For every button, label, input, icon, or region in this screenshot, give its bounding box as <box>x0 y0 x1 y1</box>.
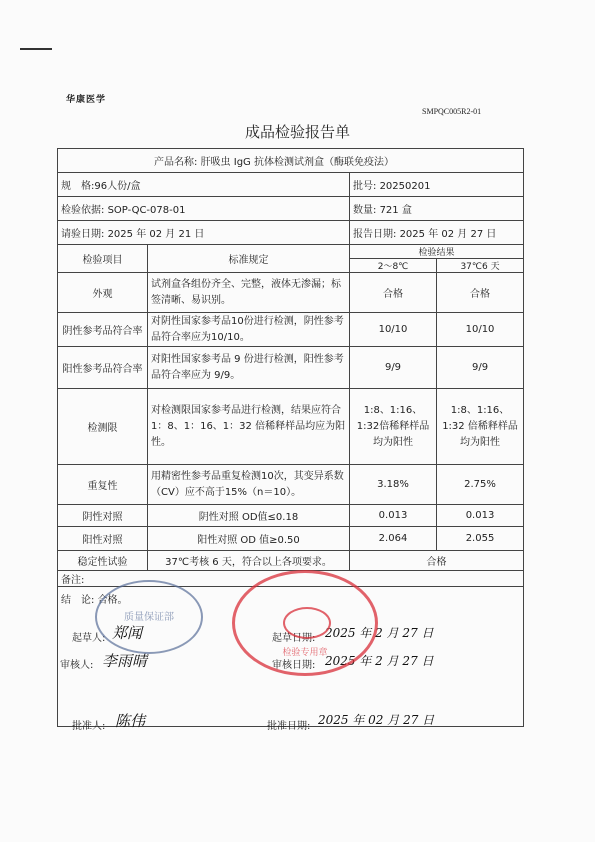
row-result-cond1: 10/10 <box>350 313 437 347</box>
basis-value: SOP-QC-078-01 <box>107 205 186 216</box>
col-header-cond2: 37℃6 天 <box>437 259 524 273</box>
row-item: 检测限 <box>58 389 148 465</box>
table-row <box>58 313 524 347</box>
reviewer-signature: 李雨晴 <box>102 652 148 670</box>
row-standard: 阴性对照 OD值≤0.18 <box>148 505 350 527</box>
company-logo: 华康医学 <box>66 95 107 105</box>
report-date-label: 报告日期: <box>353 229 397 240</box>
row-item: 稳定性试验 <box>58 551 148 571</box>
col-header-standard: 标准规定 <box>148 245 350 273</box>
row-standard: 对阴性国家参考品10份进行检测，阴性参考品符合率应为10/10。 <box>148 313 350 347</box>
row-standard: 对检测限国家参考品进行检测，结果应符合 1：8、1：16、1：32 倍稀释样品均应为阳性。 <box>148 389 350 465</box>
row-item: 外观 <box>58 273 148 313</box>
scan-mark-line <box>20 48 52 50</box>
approver-date-label: 批准日期: <box>267 721 311 732</box>
row-result-cond1: 合格 <box>350 273 437 313</box>
basis-label: 检验依据: <box>61 205 105 216</box>
stamp-inner-ring <box>283 607 331 639</box>
row-result-cond2: 0.013 <box>437 505 524 527</box>
dates-row <box>58 221 524 245</box>
approver-label: 批准人: <box>72 721 106 732</box>
row-result-merged: 合格 <box>350 551 524 571</box>
request-date-value: 2025 年 02 月 21 日 <box>107 229 205 240</box>
row-result-cond2: 10/10 <box>437 313 524 347</box>
batch-label: 批号: <box>353 181 377 192</box>
row-item: 阳性参考品符合率 <box>58 347 148 389</box>
row-standard: 37℃考核 6 天，符合以上各项要求。 <box>148 551 350 571</box>
table-row <box>58 505 524 527</box>
row-item: 阴性参考品符合率 <box>58 313 148 347</box>
row-result-cond2: 2.055 <box>437 527 524 551</box>
row-standard: 阳性对照 OD 值≥0.50 <box>148 527 350 551</box>
spec-label: 规 格: <box>61 181 95 192</box>
spec-row <box>58 173 524 197</box>
row-result-cond1: 0.013 <box>350 505 437 527</box>
col-header-item: 检验项目 <box>58 245 148 273</box>
table-row <box>58 551 524 571</box>
conclusion-label: 结 论: <box>61 595 95 606</box>
row-item: 阴性对照 <box>58 505 148 527</box>
conclusion-value: 合格。 <box>97 595 128 606</box>
drafter-date-value: 2025 年 2 月 27 日 <box>325 626 434 640</box>
drafter-date-label: 起草日期: <box>272 633 316 644</box>
approver-date-value: 2025 年 02 月 27 日 <box>318 713 435 727</box>
dept-stamp <box>95 580 203 654</box>
report-title: 成品检验报告单 <box>244 123 350 141</box>
reviewer-label: 审核人: <box>60 660 94 671</box>
approver-signature: 陈伟 <box>115 712 146 730</box>
company-stamp <box>232 570 378 676</box>
qty-label: 数量: <box>353 205 377 216</box>
request-date-label: 请验日期: <box>61 229 105 240</box>
drafter-label: 起草人: <box>72 633 106 644</box>
remark-label: 备注: <box>58 571 524 587</box>
column-header-row <box>58 245 524 259</box>
reviewer-date-value: 2025 年 2 月 27 日 <box>325 654 434 668</box>
col-header-result: 检验结果 <box>350 245 524 259</box>
document-number: SMPQC005R2-01 <box>422 107 482 116</box>
col-header-cond1: 2～8℃ <box>350 259 437 273</box>
product-name-value: 肝吸虫 IgG 抗体检测试剂盒（酶联免疫法） <box>200 157 394 168</box>
report-date-value: 2025 年 02 月 27 日 <box>399 229 497 240</box>
reviewer-date-label: 审核日期: <box>272 660 316 671</box>
row-result-cond1: 2.064 <box>350 527 437 551</box>
row-result-cond2: 1:8、1:16、1:32 倍稀释样品均为阳性 <box>437 389 524 465</box>
batch-value: 20250201 <box>379 181 431 192</box>
row-standard: 对阳性国家参考品 9 份进行检测，阳性参考品符合率应为 9/9。 <box>148 347 350 389</box>
product-name-row <box>58 149 524 173</box>
row-result-cond2: 2.75% <box>437 465 524 505</box>
drafter-signature: 郑闻 <box>112 624 143 642</box>
row-item: 重复性 <box>58 465 148 505</box>
table-row <box>58 347 524 389</box>
qty-value: 721 盒 <box>379 205 412 216</box>
row-standard: 试剂盒各组份齐全、完整，液体无渗漏；标签清晰、易识别。 <box>148 273 350 313</box>
table-row <box>58 465 524 505</box>
table-row <box>58 273 524 313</box>
company-stamp-text: 检验专用章 <box>282 648 328 658</box>
spec-value: 96人份/盒 <box>94 181 141 192</box>
table-row <box>58 389 524 465</box>
table-row <box>58 527 524 551</box>
row-result-cond1: 9/9 <box>350 347 437 389</box>
basis-row <box>58 197 524 221</box>
product-name-label: 产品名称: <box>154 157 198 168</box>
dept-stamp-text: 质量保证部 <box>124 612 174 623</box>
row-result-cond2: 合格 <box>437 273 524 313</box>
row-result-cond1: 1:8、1:16、1:32倍稀释样品均为阳性 <box>350 389 437 465</box>
row-result-cond2: 9/9 <box>437 347 524 389</box>
row-standard: 用精密性参考品重复检测10次，其变异系数（CV）应不高于15%（n＝10）。 <box>148 465 350 505</box>
row-result-cond1: 3.18% <box>350 465 437 505</box>
row-item: 阳性对照 <box>58 527 148 551</box>
